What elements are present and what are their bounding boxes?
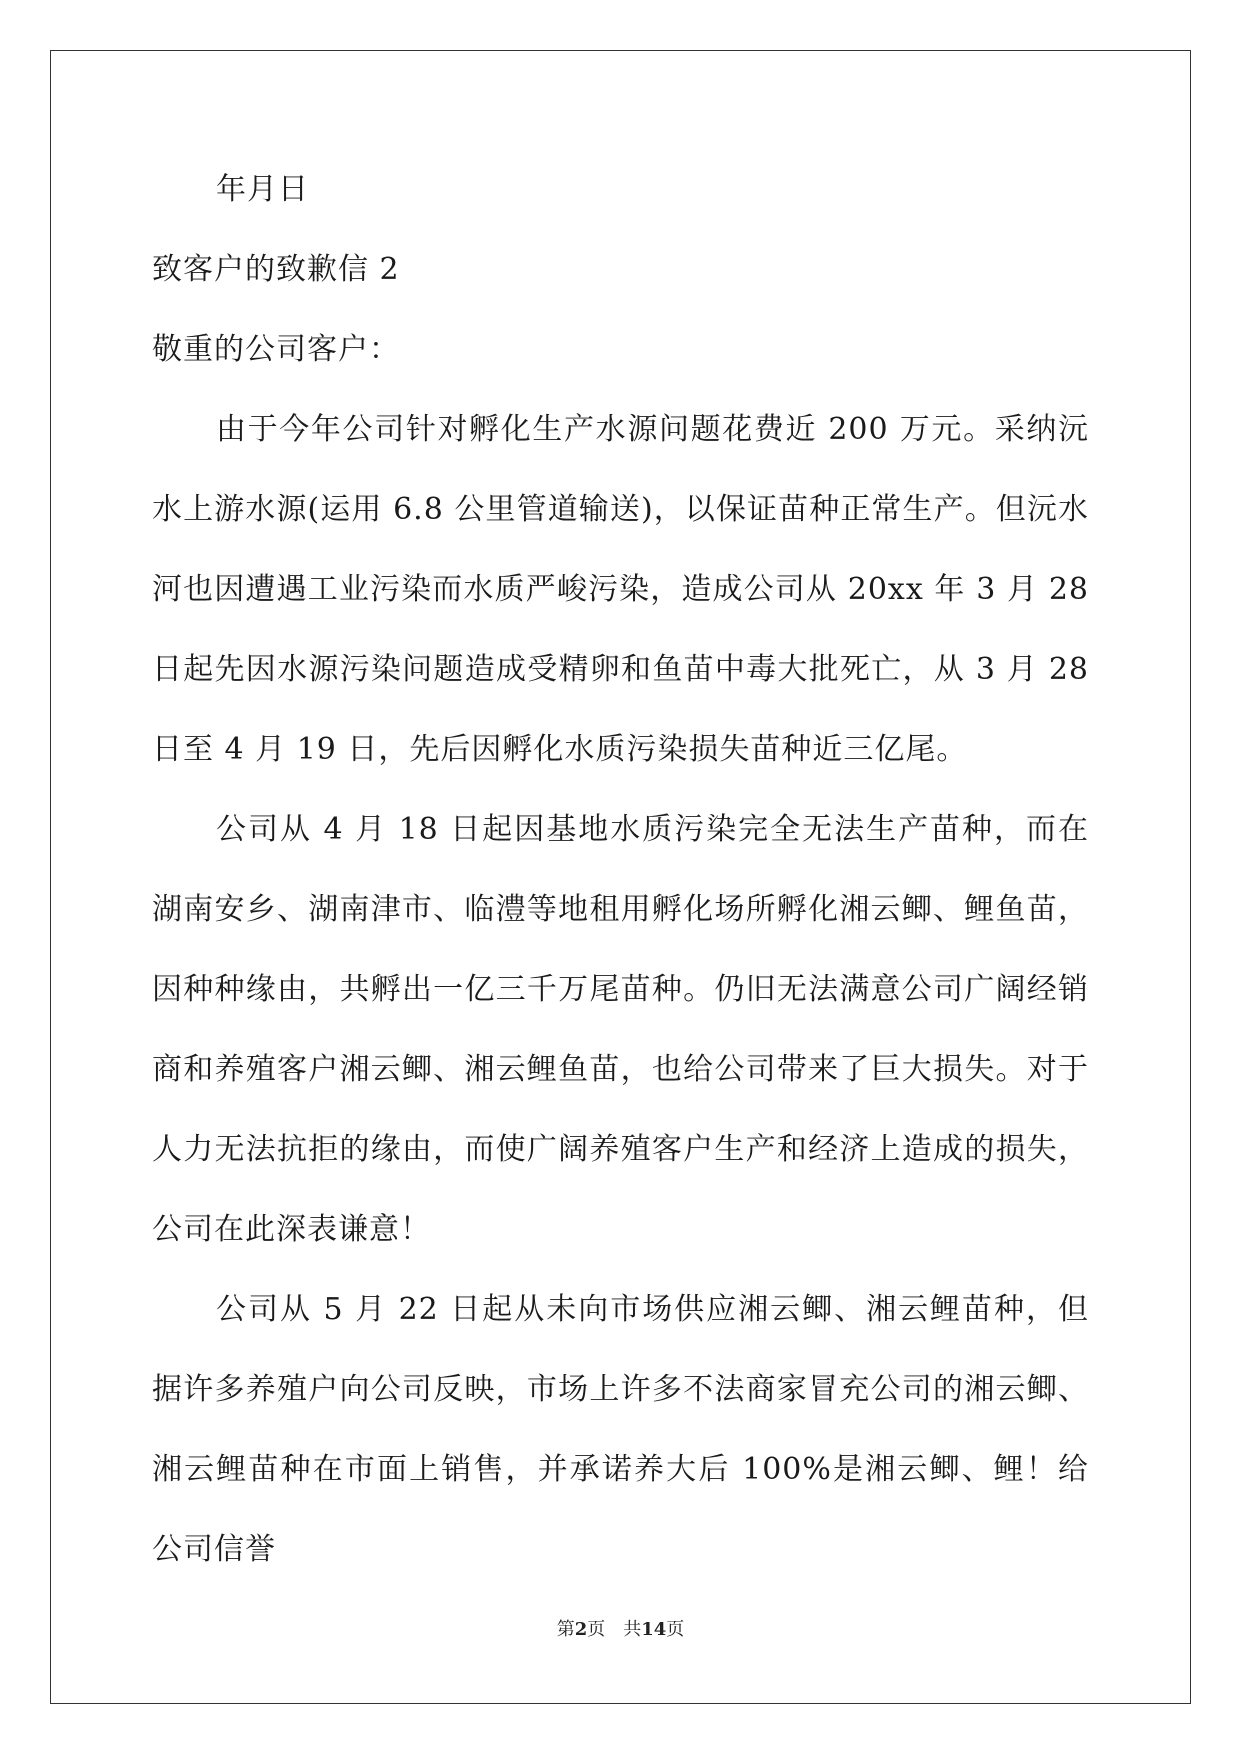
salutation: 敬重的公司客户： (152, 332, 400, 367)
paragraph-1: 由于今年公司针对孵化生产水源问题花费近 200 万元。采纳沅水上游水源(运用 6.8 公里管道输送)，以保证苗种正常生产。但沅水河也因遭遇工业污染而水质严峻污染，造成公司从 20xx 年 3 月 28 日起先因水源污染问题造成受精卵和鱼苗中毒大批死亡，从 3 月 28 日至 4 月 19 日，先后因孵化水质污染损失苗种近三亿尾。 (152, 412, 1089, 767)
page-label: 页 (587, 1619, 606, 1640)
total-label: 页 (666, 1619, 685, 1640)
page-footer (0, 1615, 1241, 1641)
paragraph-3: 公司从 5 月 22 日起从未向市场供应湘云鲫、湘云鲤苗种，但据许多养殖户向公司反映，市场上许多不法商家冒充公司的湘云鲫、湘云鲤苗种在市面上销售，并承诺养大后 100%是湘云鲫、鲤！给公司信誉 (152, 1292, 1089, 1567)
page-total-number: 14 (641, 1619, 667, 1640)
date-line: 年月日 (216, 172, 309, 207)
paragraph-2: 公司从 4 月 18 日起因基地水质污染完全无法生产苗种，而在湖南安乡、湖南津市、临澧等地租用孵化场所孵化湘云鲫、鲤鱼苗，因种种缘由，共孵出一亿三千万尾苗种。仍旧无法满意公司广阔经销商和养殖客户湘云鲫、湘云鲤鱼苗，也给公司带来了巨大损失。对于人力无法抗拒的缘由，而使广阔养殖客户生产和经济上造成的损失，公司在此深表谦意！ (152, 812, 1089, 1247)
page-current-number: 2 (574, 1619, 588, 1640)
document-heading: 致客户的致歉信 2 (152, 252, 400, 287)
total-prefix: 共 (623, 1619, 642, 1640)
document-body (152, 150, 1089, 1590)
page-prefix: 第 (556, 1619, 575, 1640)
